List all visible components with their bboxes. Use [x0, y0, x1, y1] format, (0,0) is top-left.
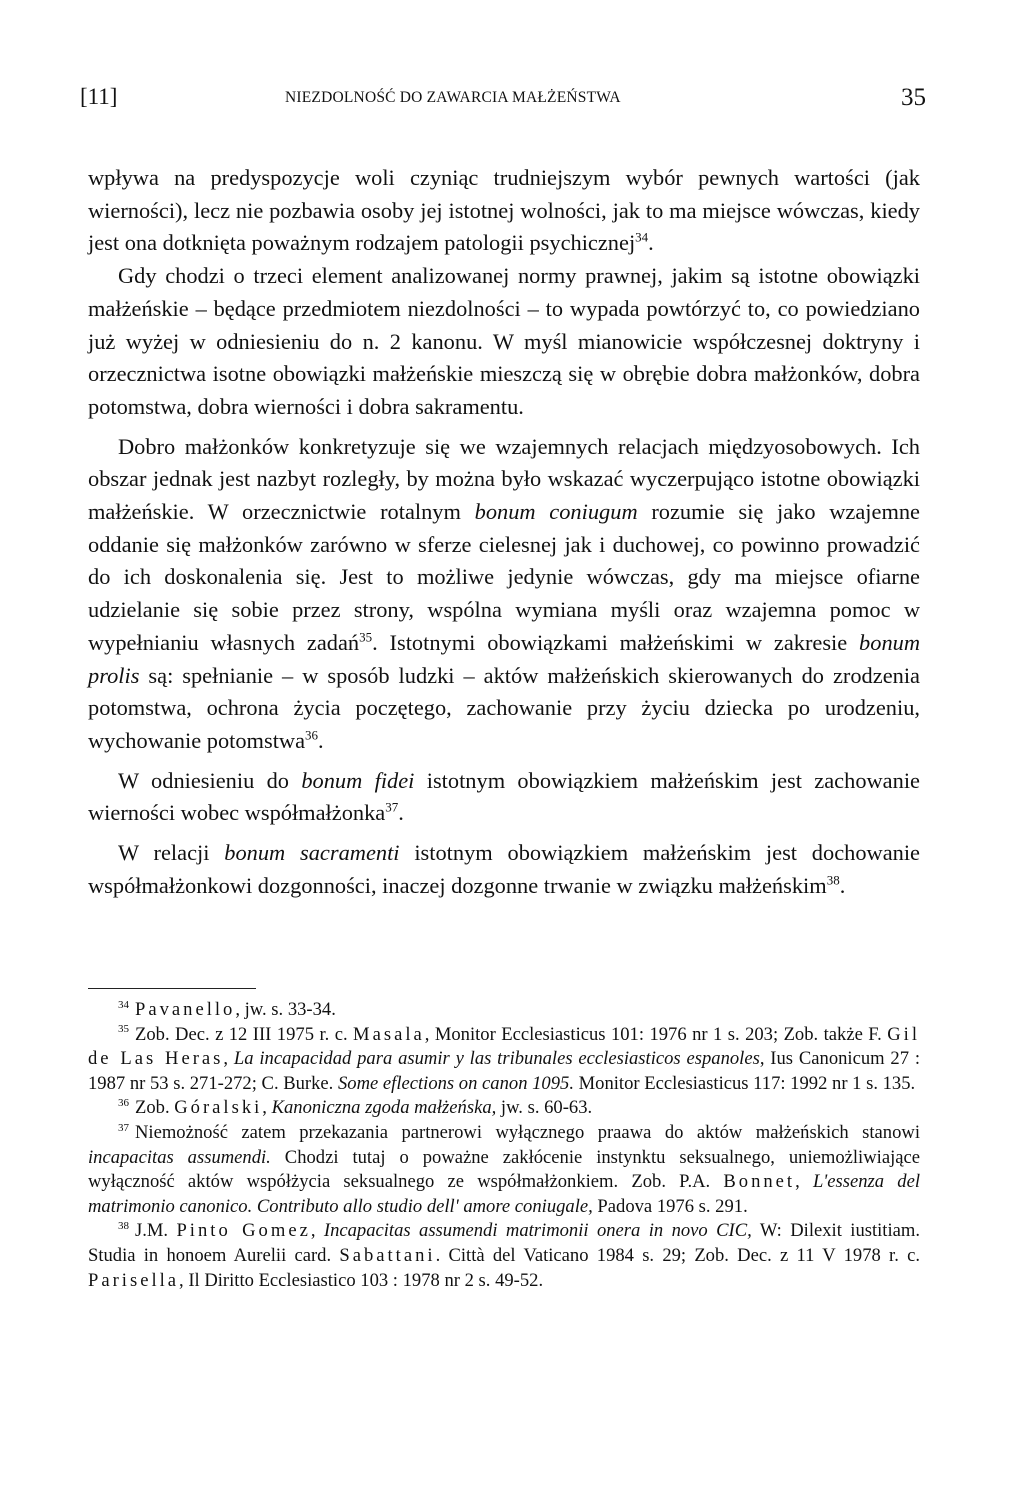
- footnote-36: [88, 1096, 920, 1121]
- footnote-ref-37[interactable]: 37: [385, 799, 399, 815]
- footnote-text: ,: [795, 1171, 813, 1193]
- footnote-text: . Città del Vaticano 1984 s. 29; Zob. Dec. z 11 V 1978 r. c.: [435, 1244, 920, 1266]
- footnote-author: Pavanello: [135, 999, 236, 1020]
- paragraph-text: .: [318, 727, 324, 753]
- paragraph-3: [88, 431, 920, 758]
- paragraph-2: [88, 260, 920, 424]
- footnote-ref-36[interactable]: 36: [305, 727, 319, 743]
- paragraph-1: [88, 162, 920, 260]
- footnote-text: , Ius Canonicum 27 : 1987 nr 53 s. 271-272; C. Burke.: [88, 1048, 921, 1094]
- footnote-separator: [88, 988, 256, 989]
- footnote-35: [88, 1023, 920, 1097]
- footnote-37: [88, 1121, 920, 1219]
- paragraph-4: [88, 765, 920, 830]
- footnote-author: Góralski: [174, 1097, 263, 1119]
- footnote-text: Chodzi tutaj o poważne zakłócenie instynktu seksualnego, uniemożliwiające wyłączność aktów współżycia seksualnego ze współmałżonkiem. Zob. P.A.: [88, 1146, 920, 1193]
- running-title: NIEZDOLNOŚĆ DO ZAWARCIA MAŁŻEŃSTWA: [285, 89, 621, 106]
- paragraph-text: W relacji: [118, 840, 225, 866]
- chapter-number: [11]: [80, 84, 118, 109]
- paragraph-text: Gdy chodzi o trzeci element analizowanej normy prawnej, jakim są istotne obowiązki małżeńskie – będące przedmiotem niezdolności – to wypada powtórzyć to, co powiedziano już wyżej w odniesieniu do n. 2 kanonu. W myśl mianowicie współczesnej doktryny i orzecznictwa isotne obowiązki małżeńskie mieszczą się w obrębie dobra małżonków, dobra potomstwa, dobra wierności i dobra sakramentu.: [88, 263, 920, 419]
- main-text: [88, 162, 920, 902]
- footnote-author: Masala: [353, 1023, 425, 1045]
- latin-term: bonum fidei: [301, 767, 415, 793]
- footnote-text: , Monitor Ecclesiasticus 101: 1976 nr 1 s. 203; Zob. także F.: [424, 1023, 888, 1045]
- footnote-author: Parisella: [88, 1269, 180, 1291]
- footnote-text: W: Dilexit iustitiam. Studia in honoem Aurelii card.: [88, 1220, 921, 1266]
- footnote-text: jw. s. 60-63.: [496, 1097, 593, 1119]
- footnotes: [88, 998, 920, 1293]
- footnote-text: Monitor Ecclesiasticus 117: 1992 nr 1 s. 135.: [573, 1072, 916, 1094]
- paragraph-text: .: [398, 800, 404, 826]
- paragraph-text: istotnym obowiązkiem małżeńskim jest dochowanie współmałżonkowi dozgonności, inaczej dozgonne trwanie w związku małżeńskim: [88, 840, 920, 898]
- paragraph-text: rozumie się jako wzajemne oddanie się małżonków zarówno w sferze cielesnej jak i duchowej, co powinno prowadzić do ich doskonalenia się. Jest to możliwe jedynie wówczas, gdy ma miejsce ofiarne udzielanie się sobie przez strony, wspólna wymiana myśli oraz wzajemna pomoc w wypełnianiu własnych zadań: [88, 499, 920, 655]
- paragraph-text: Dobro małżonków konkretyzuje się we wzajemnych relacjach międzyosobowych. Ich obszar jednak jest nazbyt rozległy, by można było wskazać wyczerpująco istotne obowiązki małżeńskie. W orzecznictwie rotalnym: [88, 433, 920, 525]
- footnote-text: , jw. s. 33-34.: [235, 999, 336, 1020]
- footnote-text: Zob. Dec. z 12 III 1975 r. c.: [135, 1023, 354, 1045]
- footnote-number: 38: [118, 1220, 129, 1233]
- footnote-title: Kanoniczna zgoda małżeńska,: [271, 1097, 497, 1119]
- footnote-title: incapacitas assumendi.: [88, 1146, 271, 1168]
- footnote-author: Gil de Las Heras: [88, 1023, 920, 1070]
- footnote-text: Niemożność zatem przekazania partnerowi wyłącznego praawa do aktów małżeńskich stanowi: [135, 1121, 920, 1143]
- footnote-author: Sabattani: [339, 1244, 436, 1266]
- paragraph-text: . Istotnymi obowiązkami małżeńskimi w zakresie: [372, 629, 860, 655]
- paragraph-text: W odniesieniu do: [118, 767, 302, 793]
- paragraph-text: .: [839, 872, 846, 898]
- footnote-title: L'essenza del matrimonio canonico. Contributo allo studio dell' amore coniugale,: [88, 1171, 920, 1217]
- paragraph-text: .: [648, 230, 654, 256]
- latin-term: bonum sacramenti: [224, 840, 400, 866]
- footnote-number: 36: [118, 1097, 129, 1110]
- footnote-author: Pinto Gomez: [176, 1220, 311, 1242]
- footnote-title: Incapacitas assumendi matrimonii onera in novo CIC,: [323, 1220, 752, 1242]
- footnote-text: ,: [310, 1220, 324, 1242]
- footnote-38: [88, 1219, 920, 1293]
- footnote-text: Zob.: [135, 1097, 175, 1119]
- latin-term: bonum prolis: [88, 629, 920, 688]
- footnote-title: Some eflections on canon 1095.: [337, 1072, 574, 1094]
- footnote-ref-34[interactable]: 34: [635, 229, 649, 245]
- footnote-number: 35: [118, 1023, 129, 1036]
- paragraph-text: wpływa na predyspozycje woli czyniąc trudniejszym wybór pewnych wartości (jak wierności), lecz nie pozbawia osoby jej istotnej wolności, jak to ma miejsce wówczas, kiedy jest ona dotknięta poważnym rodzajem patologii psychicznej: [88, 165, 920, 256]
- footnote-ref-38[interactable]: 38: [826, 872, 840, 888]
- footnote-text: ,: [262, 1097, 272, 1119]
- footnote-author: Bonnet: [723, 1171, 796, 1193]
- paragraph-text: istotnym obowiązkiem małżeńskim jest zachowanie wierności wobec współmałżonka: [88, 767, 920, 826]
- paragraph-5: [88, 837, 920, 902]
- footnote-number: 37: [118, 1121, 129, 1134]
- footnote-34: [88, 998, 920, 1023]
- footnote-text: Padova 1976 s. 291.: [592, 1195, 748, 1217]
- page-number: 35: [901, 84, 926, 111]
- running-head: [80, 84, 926, 116]
- latin-term: bonum coniugum: [474, 499, 638, 525]
- footnote-ref-35[interactable]: 35: [359, 629, 373, 645]
- paragraph-text: są: spełnianie – w sposób ludzki – aktów małżeńskich skierowanych do zrodzenia potomstwa, ochrona życia poczętego, zachowanie przy życiu dziecka po urodzeniu, wychowanie potomstwa: [88, 662, 920, 753]
- footnote-title: La incapacidad para asumir y las tribunales ecclesiasticos espanoles: [233, 1048, 760, 1070]
- footnote-text: J.M.: [135, 1220, 177, 1242]
- footnote-number: 34: [118, 998, 129, 1011]
- footnote-text: ,: [223, 1048, 234, 1070]
- footnote-text: , Il Diritto Ecclesiastico 103 : 1978 nr 2 s. 49-52.: [179, 1269, 544, 1291]
